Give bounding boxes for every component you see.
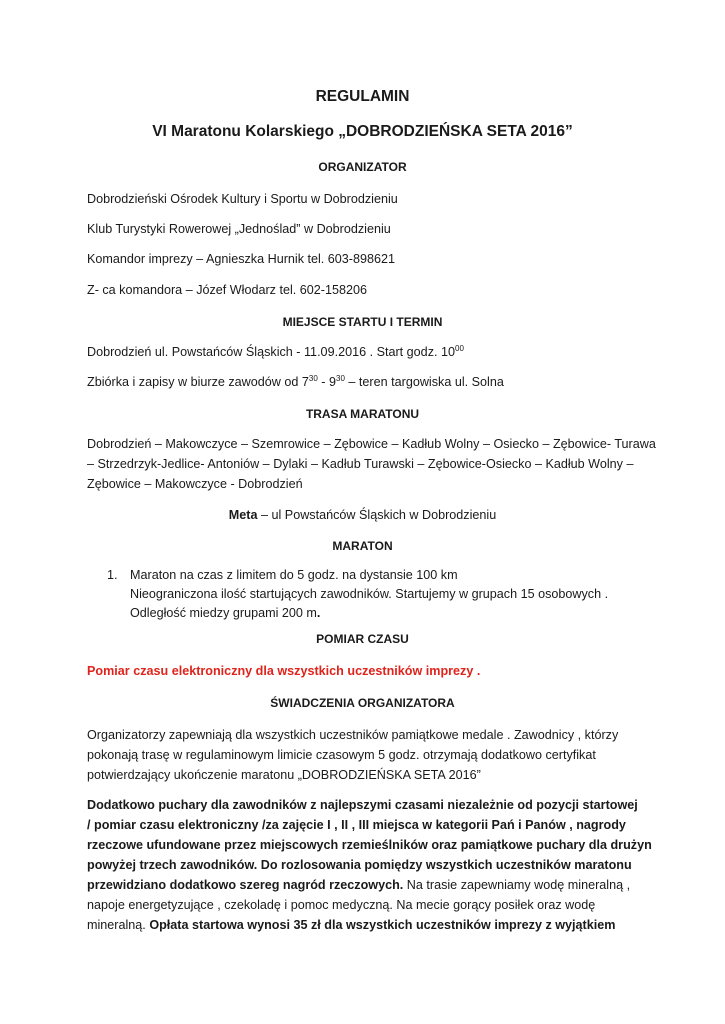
benefits-heading: ŚWIADCZENIA ORGANIZATORA: [270, 696, 455, 710]
prizes-line: rzeczowe ufundowane przez miejscowych rzemieślników oraz pamiątkowe puchary dla drużyn: [87, 838, 652, 852]
registration-text: - 9: [317, 375, 337, 389]
organizer-line: Komandor imprezy – Agnieszka Hurnik tel. 603-898621: [87, 252, 396, 266]
registration-sup: 30: [308, 373, 318, 383]
prizes-line: [87, 878, 630, 892]
benefits-line: pokonają trasę w regulaminowym limicie czasowym 5 godz. otrzymają dodatkowo certyfikat: [87, 748, 596, 762]
list-item-end: .: [316, 606, 321, 620]
route-heading: TRASA MARATONU: [305, 407, 420, 421]
prizes-text: mineralną.: [87, 918, 150, 932]
finish-label: Meta: [228, 508, 258, 522]
entry-fee-text: Opłata startowa wynosi 35 zł dla wszystkich uczestników imprezy z wyjątkiem: [149, 918, 616, 932]
benefits-line: Organizatorzy zapewniają dla wszystkich uczestników pamiątkowe medale . Zawodnicy , którzy: [87, 728, 619, 742]
organizer-line: Klub Turystyki Rowerowej „Jednoślad” w Dobrodzieniu: [87, 222, 391, 236]
prizes-text: Na trasie zapewniamy wodę mineralną ,: [403, 878, 631, 892]
list-item-text: Odległość miedzy grupami 200 m: [130, 606, 317, 620]
list-item-line: Maraton na czas z limitem do 5 godz. na dystansie 100 km: [130, 568, 458, 582]
prizes-line: powyżej trzech zawodników. Do rozlosowania pomiędzy wszystkich uczestników maratonu: [87, 858, 632, 872]
organizer-line: Z- ca komandora – Józef Włodarz tel. 602-158206: [87, 283, 368, 297]
route-line: – Strzedrzyk-Jedlice- Antoniów – Dylaki – Kadłub Turawski – Zębowice-Osiecko – Kadłub Wolny –: [87, 457, 634, 471]
registration-line: [87, 375, 504, 389]
registration-text: Zbiórka i zapisy w biurze zawodów od 7: [87, 375, 309, 389]
start-date-line: [87, 345, 464, 359]
organizer-heading: ORGANIZATOR: [318, 160, 407, 174]
prizes-line: / pomiar czasu elektroniczny /za zajęcie I , II , III miejsca w kategorii Pań i Panów , nagrody: [87, 818, 626, 832]
route-line: Zębowice – Makowczyce - Dobrodzień: [87, 477, 303, 491]
start-time-sup: 00: [455, 343, 464, 353]
marathon-heading: MARATON: [332, 539, 393, 553]
finish-location: – ul Powstańców Śląskich w Dobrodzieniu: [257, 508, 497, 522]
list-item-line: [130, 604, 320, 623]
start-date-text: Dobrodzień ul. Powstańców Śląskich - 11.09.2016 . Start godz. 10: [87, 345, 455, 359]
registration-sup: 30: [336, 373, 345, 383]
finish-line: [0, 508, 725, 522]
route-line: Dobrodzień – Makowczyce – Szemrowice – Zębowice – Kadłub Wolny – Osiecko – Zębowice- Turawa: [87, 437, 656, 451]
benefits-line: potwierdzający ukończenie maratonu „DOBRODZIEŃSKA SETA 2016”: [87, 768, 481, 782]
document-title: REGULAMIN: [315, 88, 410, 105]
start-heading: MIEJSCE STARTU I TERMIN: [282, 315, 443, 329]
prizes-text-bold: przewidziano dodatkowo szereg nagród rzeczowych.: [87, 878, 404, 892]
organizer-line: Dobrodzieński Ośrodek Kultury i Sportu w Dobrodzieniu: [87, 192, 398, 206]
list-number: 1.: [107, 568, 118, 582]
list-item-line: Nieograniczona ilość startujących zawodników. Startujemy w grupach 15 osobowych .: [130, 587, 609, 601]
registration-text: – teren targowiska ul. Solna: [344, 375, 504, 389]
document-subtitle: VI Maratonu Kolarskiego „DOBRODZIEŃSKA SETA 2016”: [152, 123, 573, 140]
timing-heading: POMIAR CZASU: [316, 632, 409, 646]
prizes-line: napoje energetyzujące , czekoladę i pomoc medyczną. Na mecie gorący posiłek oraz wodę: [87, 898, 596, 912]
timing-text: Pomiar czasu elektroniczny dla wszystkich uczestników imprezy .: [87, 664, 481, 678]
prizes-line: [87, 918, 615, 932]
prizes-line: Dodatkowo puchary dla zawodników z najlepszymi czasami niezależnie od pozycji startowej: [87, 798, 638, 812]
